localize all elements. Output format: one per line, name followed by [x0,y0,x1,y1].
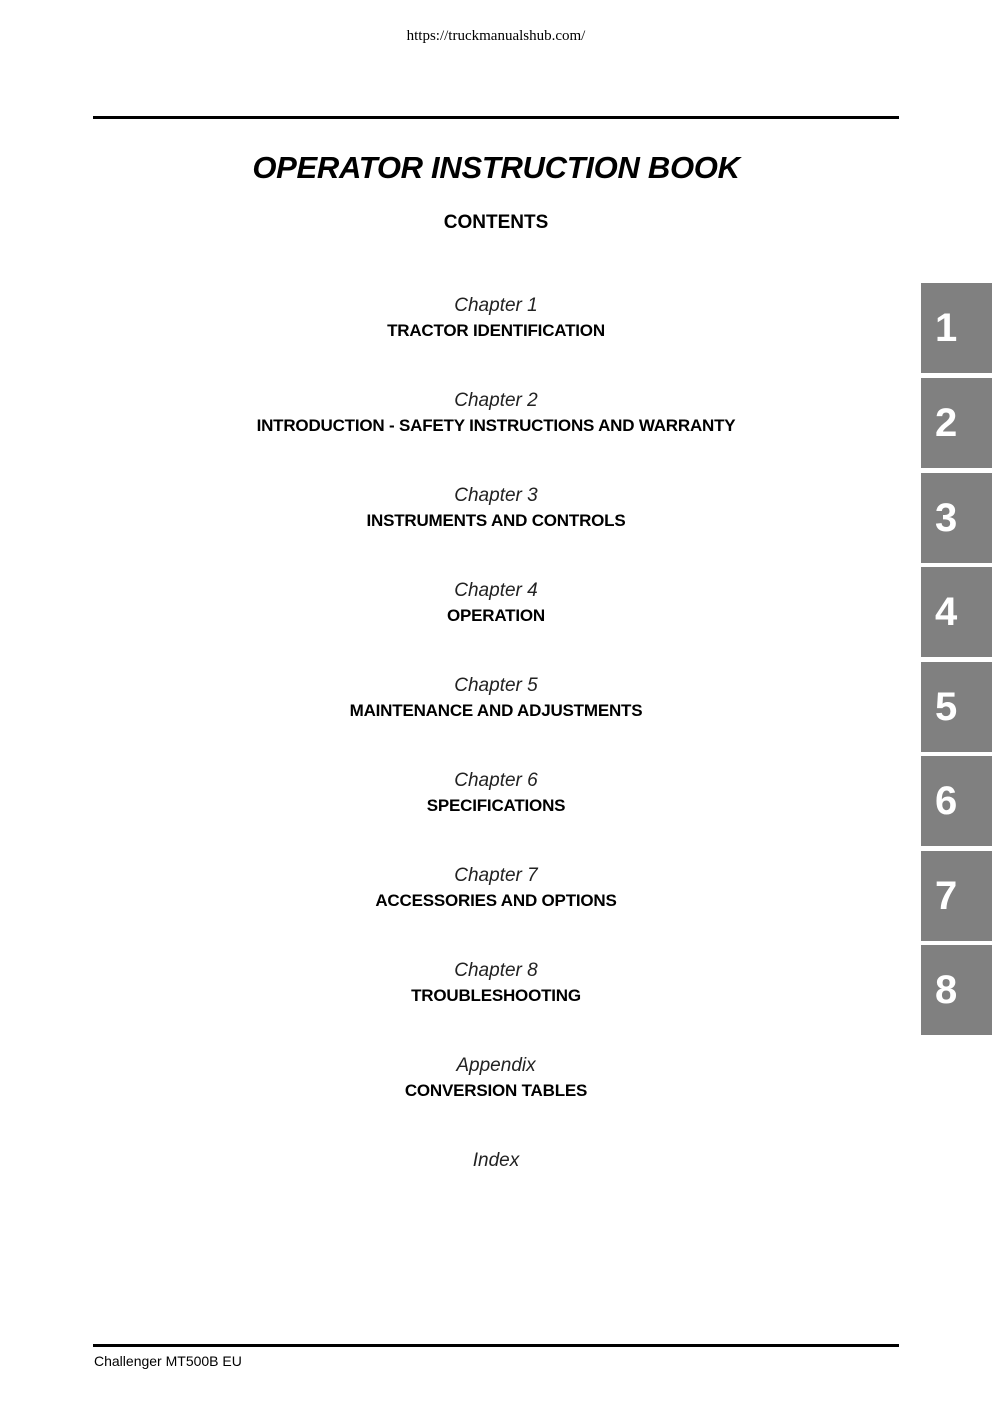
toc-entry-label: Chapter 6 [454,770,538,791]
toc-entry-label: Chapter 5 [454,675,538,696]
source-url: https://truckmanualshub.com/ [406,28,586,44]
toc-entry-label: Chapter 4 [454,580,538,601]
bottom-rule [93,1344,899,1347]
contents-heading: CONTENTS [443,212,549,233]
toc-entry-chapter-7[interactable] [0,865,992,911]
chapter-tab-3[interactable]: 3 [921,473,992,563]
chapter-tab-5[interactable]: 5 [921,662,992,752]
toc-entry-name: SPECIFICATIONS [426,796,566,815]
toc-entry-label: Chapter 8 [454,960,538,981]
toc-entry-name: INTRODUCTION - SAFETY INSTRUCTIONS AND WARRANTY [256,416,736,435]
toc-entry-chapter-3[interactable] [0,485,992,531]
toc-entry-name: CONVERSION TABLES [404,1081,588,1100]
toc-entry-label: Index [472,1150,520,1171]
toc-entry-chapter-4[interactable] [0,580,992,626]
page-title: OPERATOR INSTRUCTION BOOK [252,150,740,185]
toc-entry-name: TRACTOR IDENTIFICATION [387,321,605,340]
toc-entry-chapter-5[interactable] [0,675,992,721]
toc-entry-name: INSTRUMENTS AND CONTROLS [366,511,626,530]
toc-entry-name: OPERATION [446,606,545,625]
chapter-tab-4[interactable]: 4 [921,567,992,657]
toc-entry-label: Chapter 2 [454,390,538,411]
chapter-tab-7[interactable]: 7 [921,851,992,941]
toc-entry-label: Chapter 1 [454,295,538,316]
toc-entry-chapter-8[interactable] [0,960,992,1006]
chapter-tab-2[interactable]: 2 [921,378,992,468]
toc-entry-appendix[interactable] [0,1055,992,1101]
chapter-tab-1[interactable]: 1 [921,283,992,373]
toc-entry-chapter-6[interactable] [0,770,992,816]
toc-entry-chapter-2[interactable] [0,390,992,436]
toc-entry-name: TROUBLESHOOTING [411,986,581,1005]
chapter-tab-8[interactable]: 8 [921,945,992,1035]
toc-entry-label: Appendix [456,1055,536,1076]
toc-entry-name: MAINTENANCE AND ADJUSTMENTS [349,701,643,720]
toc-entry-chapter-1[interactable] [0,295,992,341]
toc-entry-index[interactable] [0,1150,992,1172]
chapter-tab-6[interactable]: 6 [921,756,992,846]
toc-entry-name: ACCESSORIES AND OPTIONS [375,891,617,910]
footer-model: Challenger MT500B EU [94,1353,242,1369]
toc-entry-label: Chapter 7 [454,865,538,886]
toc-entry-label: Chapter 3 [454,485,538,506]
top-rule [93,116,899,119]
